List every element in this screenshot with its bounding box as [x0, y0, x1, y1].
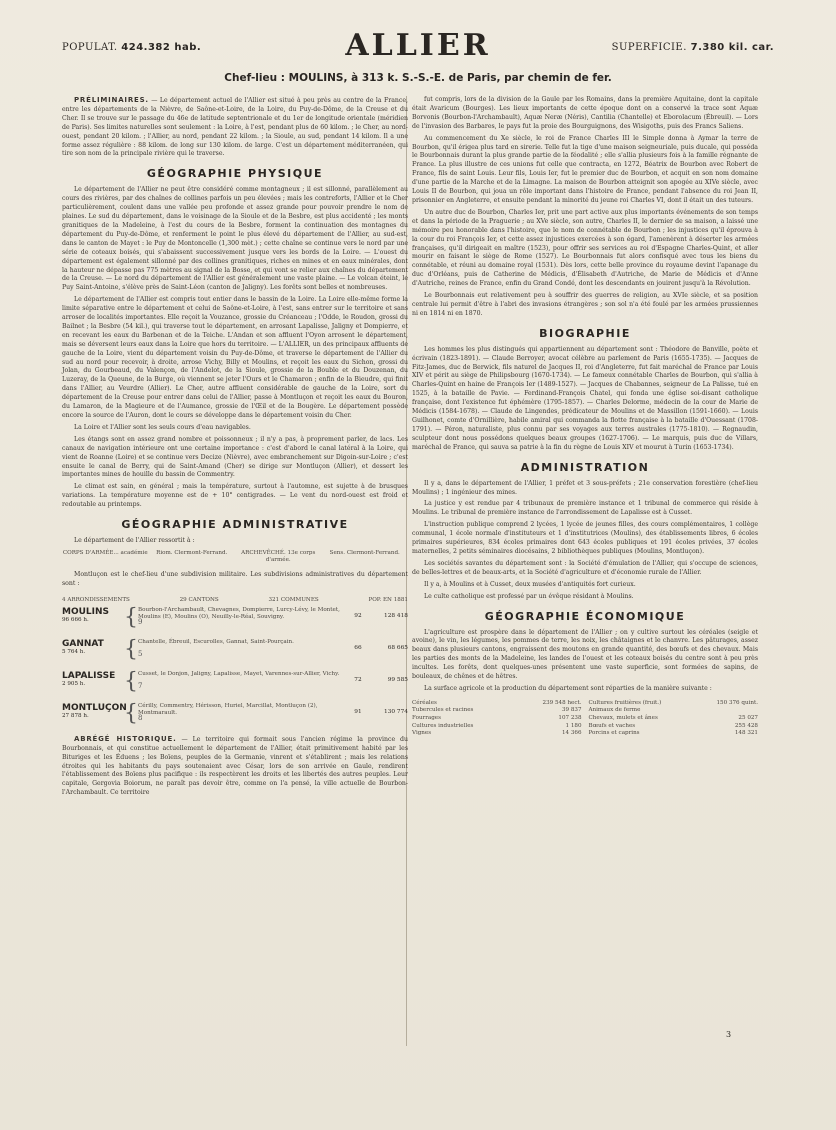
- stat-row: Cultures fruitières (fruit.) 150 376 quint.: [588, 699, 758, 706]
- geographie-physique-heading: GÉOGRAPHIE PHYSIQUE: [146, 167, 324, 181]
- cantons-list: Cérilly, Commentry, Hérisson, Huriel, Marcillat, Montluçon (2), Montmarault.: [138, 702, 318, 716]
- stat-row: Cultures industrielles 1 180: [412, 722, 582, 729]
- stat-row: Fourrages 107 238: [412, 715, 582, 722]
- cantons-list: Chantelle, Ébreuil, Escurolles, Gannat, Saint-Pourçain.: [138, 638, 294, 645]
- administration-heading: ADMINISTRATION: [520, 460, 650, 474]
- biographie-paragraph: Les hommes les plus distingués qui appartiennent au département sont : Théodore de Banville, poète et écrivain (1823-1891). — Claude Berroyer, avocat célèbre au parlement de Paris (1655-1735). — Jacques de Fitz-James, duc de Berwick, fils naturel de Jacques II, roi d'Angleterre, fut fait maréchal de France par Louis XIV et périt au siège de Philipsbourg (1670-1734). — Le fameux connétable Charles de Bourbon, qui s'allia à Charles-Quint en haine de François Ier (1489-1527). — Jacques de Chabannes, seigneur de La Palisse, tué en 1525, à la bataille de Pavie. — Ferdinand-François Chatel, qui fonda une église soi-disant catholique française, dont l'existence fut éphémère (1795-1857). — Charles Delorme, médecin de la cour de Marie de Médicis (1584-1678). — Claude de Lingendes, prédicateur de Moulins et de Massillon (1591-1660). — Louis Guilhonet, comte d'Ornillière, habile amiral qui commanda la flotte française à la bataille d'Ouessant (1708-1791). — Péron, naturaliste, plus connu par ses voyages aux terres australes (1775-1810). — Regnaudin, sculpteur dont nous possédons quelques beaux groupes (1627-1706). — Le marquis, puis duc de Villars, maréchal de France, qui sauva sa patrie à la fin du règne de Louis XIV et mourut à Turin (1653-1734).: [412, 345, 758, 451]
- arrondissement-row: [62, 604, 408, 633]
- administration-paragraph: Il y a, à Moulins et à Cusset, deux musées d'antiquités fort curieux.: [424, 580, 636, 588]
- historique-lead: ABRÉGÉ HISTORIQUE.: [74, 734, 177, 743]
- arrondissement-name: LAPALISSE 2 905 h.: [62, 671, 124, 688]
- historique-paragraph: fut compris, lors de la division de la Gaule par les Romains, dans la première Aquitaine, dont la capitale était Avaricum (Bourges). Les lieux importants de cette époque dont on a conservé la trace sont Aquæ Borvonis (Bourbon-l'Archambault), Aquæ Neræ (Néris), Cantilia (Chantelle) et Eborolacum (Ébreuil). — Lors de l'invasion des Barbares, le pays fut la proie des Bourguignons, des Wisigoths, puis des Francs Saliens.: [412, 96, 758, 130]
- page-title: ALLIER: [345, 28, 491, 63]
- arrondissement-row: [62, 668, 408, 697]
- dependencies-table: [62, 550, 408, 565]
- preliminaires-paragraph: [62, 96, 408, 159]
- subtitle: Chef-lieu : MOULINS, à 313 k. S.-S.-E. de Paris, par chemin de fer.: [224, 72, 612, 84]
- arrondissement-row: [62, 636, 408, 665]
- geo-phys-paragraph: Les étangs sont en assez grand nombre et poissonneux ; il n'y a pas, à proprement parler, de lacs. Les canaux de navigation intérieure ont une certaine importance : c'est d'abord le canal latéral à la Loire, qui vient de Roanne (Loire) et se continue vers Decize (Nièvre), avec embranchement sur Digoin-sur-Loire ; c'est ensuite le canal de Berry, qui de Saint-Amand (Cher) se dirige sur Montluçon (Allier), et dessert les importantes mines de houille du bassin de Commentry.: [62, 435, 408, 479]
- population-count: 99 585: [387, 676, 408, 683]
- arr-header-cell: POP. EN 1881: [368, 596, 408, 603]
- arrondissement-name: GANNAT 5 764 h.: [62, 639, 124, 656]
- administration-paragraph: Les sociétés savantes du département sont : la Société d'émulation de l'Allier, qui s'occupe de sciences, de belles-lettres et de beaux-arts, et la Société d'agriculture et d'économie rurale de l'Allier.: [412, 559, 758, 576]
- production-stats: [412, 700, 758, 738]
- arrondissement-pop: 27 878 h.: [62, 712, 89, 719]
- brace-count: {7: [124, 668, 143, 694]
- stat-row: Bœufs et vaches 255 428: [588, 722, 758, 729]
- administration-paragraph: Il y a, dans le département de l'Allier, 1 préfet et 3 sous-préfets ; 21e conservation forestière (chef-lieu Moulins) ; 1 ingénieur des mines.: [412, 479, 758, 496]
- historique-text: — Le territoire qui formait sous l'ancien régime la province du Bourbonnais, et qui constitue actuellement le département de l'Allier, était primitivement habité par les Bituriges et les Éduens ; les Boïens, peuples de la Germanie, vinrent et s'établirent ; mais les relations étroites qui les habitants du pays soutenaient avec César, lors de son arrivée en Gaule, rendirent l'établissement des Boïens plus pacifique : ils respectèrent les droits et les libertés des autres peuples. Leur capitale, Gergovia Boiorum, ne paraît pas devoir être, comme on l'a pensé, la ville actuelle de Bourbon-l'Archambault. Ce territoire: [62, 735, 408, 797]
- arr-header-cell: 321 COMMUNES: [268, 596, 319, 603]
- surface-value: 7.380 kil. car.: [690, 42, 774, 53]
- stat-row: Céréales 239 548 hect.: [412, 699, 582, 706]
- population-count: 128 418: [384, 612, 408, 619]
- administration-paragraph: La justice y est rendue par 4 tribunaux de première instance et 1 tribunal de commerce qui réside à Moulins. Le tribunal de première instance de l'arrondissement de Lapalisse est à Cusset.: [412, 500, 758, 517]
- geo-adm-paragraph: Montluçon est le chef-lieu d'une subdivision militaire. Les subdivisions administratives du département sont :: [62, 570, 408, 587]
- cantons-list: Bourbon-l'Archambault, Chevagnes, Dompierre, Lurcy-Lévy, le Montet, Moulins (E), Moulins (O), Neuilly-le-Réal, Souvigny.: [138, 606, 340, 620]
- dependency-cell: Riom. Clermont-Ferrand.: [156, 549, 228, 556]
- population-count: 130 774: [384, 708, 408, 715]
- left-column: [62, 96, 408, 801]
- population-label: POPULAT.: [62, 42, 118, 53]
- historique-paragraph: [62, 735, 408, 798]
- dependency-cell: ARCHEVÊCHÉ. 13e corps d'armée.: [241, 549, 316, 564]
- economique-paragraph: L'agriculture est prospère dans le département de l'Allier ; on y cultive surtout les céréales (seigle et avoine), le vin, les légumes, les pommes de terre, les noix, les châtaignes et le chanvre. Les pâturages, assez beaux dans plusieurs cantons, engraissent des moutons en grande quantité, des bœufs et des chevaux. Mais les parties des monts de la Madeleine, les landes de l'ouest et les coteaux boisés du centre sont à peu près incultes. Les forêts, dont quelques-unes présentent une vaste superficie, sont formées de sapins, de bouleaux, de chênes et de hêtres.: [412, 628, 758, 681]
- geo-adm-paragraph: Le département de l'Allier ressortit à :: [74, 537, 195, 545]
- preliminaires-text: — Le département actuel de l'Allier est situé à peu près au centre de la France, entre les départements de la Nièvre, de Saône-et-Loire, de la Loire, du Puy-de-Dôme, de la Creuse et du Cher. Il se trouve sur le passage du 46e de latitude septentrionale et du 1er de longitude orientale (méridien de Paris). Ses limites naturelles sont seulement : la Loire, à l'est, pendant plus de 60 kilom. ; le Cher, au nord-ouest, pendant 20 kilom. ; l'Allier, au nord, pendant 22 kilom. ; la Sioule, au sud, pendant 14 kilom. Il a une forme assez régulière : 88 kilom. de long sur 130 kilom. de large. C'est un département méditerranéen, qui tire son nom de la principale rivière qui le traverse.: [62, 97, 408, 158]
- brace-count: {8: [124, 700, 143, 726]
- stat-row: Tubercules et racines 39 837: [412, 707, 582, 714]
- administration-paragraph: L'instruction publique comprend 2 lycées, 1 lycée de jeunes filles, des cours complémentaires, 1 collège communal, 1 école normale d'instituteurs et 1 d'institutrices (Moulins), des établissements libres, 6 écoles primaires supérieures, 834 écoles primaires dont 643 écoles publiques et 191 écoles privées, 37 écoles maternelles, 2 petits séminaires diocésains, 2 bibliothèques publiques (Moulins, Montluçon).: [412, 521, 758, 555]
- cantons-list: Cusset, le Donjon, Jaligny, Lapalisse, Mayet, Varennes-sur-Allier, Vichy.: [138, 670, 340, 677]
- historique-paragraph: Au commencement du Xe siècle, le roi de France Charles III le Simple donna à Aymar la terre de Bourbon, qu'il érigea plus tard en sirerie. Telle fut la tige d'une maison seigneuriale, puis ducale, qui posséda le Bourbonnais durant la plus grande partie de la féodalité ; elle s'allia plusieurs fois à la famille régnante de France. La plus illustre de ces unions fut celle que contracta, en 1272, Béatrix de Bourbon avec Robert de France, fils de saint Louis. Leur fils, Louis Ier, fut le premier duc de Bourbon, et acquit en son nom domaine d'une partie de la Marche et de la Limagne. La maison de Bourbon atteignit son apogée au XIVe siècle, avec Louis II de Bourbon, qui joua un rôle important dans l'histoire de France, pendant l'absence du roi Jean II, prisonnier en Angleterre, et ensuite pendant la minorité du jeune roi Charles VI, dont il était un des tuteurs.: [412, 134, 758, 204]
- communes-count: 92: [354, 612, 362, 619]
- geo-phys-paragraph: Le climat est sain, en général ; mais la température, surtout à l'automne, est sujette à de brusques variations. La température moyenne est de + 10° centigrades. — Le vent du nord-ouest est froid et redoutable au printemps.: [62, 483, 408, 509]
- population-count: 68 665: [387, 644, 408, 651]
- communes-count: 66: [354, 644, 362, 651]
- communes-count: 72: [354, 676, 362, 683]
- dependency-cell: Sens. Clermont-Ferrand.: [329, 549, 400, 556]
- stat-row: Vignes 14 366: [412, 730, 582, 737]
- arr-header-cell: 4 ARRONDISSEMENTS: [62, 596, 130, 603]
- brace-count: {5: [124, 636, 143, 662]
- population-value: 424.382 hab.: [121, 42, 202, 53]
- geo-phys-paragraph: Le département de l'Allier est compris tout entier dans le bassin de la Loire. La Loire elle-même forme la limite séparative entre le département et celui de Saône-et-Loire, à l'est, sans entrer sur le territoire et sans arroser de localités importantes. Elle reçoit la Vouzance, grossie du Créanceau ; l'Odde, le Roudon, grossi du Bailnet ; la Besbre (54 kil.), qui traverse tout le département, en arrosant Lapalisse, Jaligny et Dompierre, et en recevant les eaux du Barbenan et de la Teiche. L'Andan et son affluent l'Oyon arrosent le département, mais se déversent leurs eaux dans la Loire que hors du territoire. — L'ALLIER, un des principaux affluents de gauche de la Loire, vient du département voisin du Puy-de-Dôme, et traverse le département de l'Allier du sud au nord pour recevoir, à droite, arrose Vichy, Billy et Moulins, et reçoit les eaux du Sichon, grossi du Jolan, du Gourbeaud, du Valençon, de l'Andelot, de la Sioule, grossie de la Bouble et du Douzenan, du Luzeray, de la Queune, de la Burge, où viennent se jeter l'Ours et le Chamaron ; enfin de la Bieudre, qui finit dans l'Allier, au Veurdre (Allier). Le Cher, autre affluent considérable de gauche de la Loire, sort du département de la Creuse pour entrer dans celui de l'Allier, passe à Montluçon et reçoit les eaux du Bouron, du Lamaron, de la Magieure et de l'Aumance, grossie de l'Œil et de la Bougère. Le département possède encore la source de l'Auron, dont le cours se développe dans le département voisin du Cher.: [62, 296, 408, 419]
- arrondissement-name: MOULINS 96 666 h.: [62, 607, 124, 624]
- surface-label: SUPERFICIE.: [611, 42, 687, 53]
- stats-left-column: [412, 700, 582, 738]
- administration-paragraph: Le culte catholique est professé par un évêque résidant à Moulins.: [424, 592, 634, 600]
- arrondissements-header: [62, 597, 408, 603]
- stat-row: Animaux de ferme: [588, 707, 641, 714]
- arrondissement-row: [62, 700, 408, 729]
- historique-paragraph: Un autre duc de Bourbon, Charles Ier, prit une part active aux plus importants événements de son temps et dans la période de la Praguerie ; au XVe siècle, son autre, Charles II, le dernier de sa maison, a laissé une mémoire peu honorable dans l'histoire, que le nom de connétable de Bourbon ; les injustices qu'il éprouva à la cour du roi François Ier, et cette assez injustices exercées à son égard, l'amenèrent à déserter les armées françaises, qu'il dirigeait en maître (1523), pour offrir ses services au roi d'Espagne Charles-Quint, et aller mourir en faisant le siège de Rome (1527). Le Bourbonnais fut alors confisqué avec tous les biens du connétable, et réuni au domaine royal (1531). Dès lors, cette belle province du royaume devint l'apanage du duc d'Orléans, puis de Catherine de Médicis, d'Élisabeth d'Autriche, de Marie de Médicis et d'Anne d'Autriche, reines de France, enfin du Grand Condé, dont les descendants en jouirent jusqu'à la Révolution.: [412, 208, 758, 288]
- preliminaires-lead: PRÉLIMINAIRES.: [74, 96, 149, 104]
- arr-header-cell: 29 CANTONS: [179, 596, 219, 603]
- economique-paragraph: La surface agricole et la production du département sont réparties de la manière suivante :: [424, 684, 712, 692]
- brace-count: {9: [124, 604, 143, 630]
- arrondissement-pop: 2 905 h.: [62, 680, 86, 687]
- geographie-administrative-heading: GÉOGRAPHIE ADMINISTRATIVE: [121, 518, 349, 532]
- stats-right-column: [588, 700, 758, 738]
- geo-phys-paragraph: Le département de l'Allier ne peut être considéré comme montagneux ; il est sillonné, parallèlement au cours des rivières, par des chaînes de collines parfois un peu élevées ; mais les contreforts, l'Allier et le Cher particulièrement, coulent dans une vallée peu profonde et assez grande pour pouvoir prendre le nom de plaines. Le sud du département, dans le voisinage de la Sioule et de la Besbre, est plus accidenté ; les monts granitiques de la Madeleine, à l'est du cours de la Besbre, forment la continuation des montagnes du département du Puy-de-Dôme, et renferment le point le plus élevé du département de l'Allier, au sud-est, dans le canton de Mayet : le Puy de Montoncelle (1,300 mèt.) ; cette chaîne se continue vers le nord par une série de coteaux boisés, qui s'abaissent successivement jusque vers les bords de la Loire. — L'ouest du département est également sillonné par des collines granitiques, riches en mines et en eaux minérales, dont la hauteur ne dépasse pas 775 mètres au signal de la Bosse, et qui vont se relier aux chaînes du département de la Creuse. — Le nord du département de l'Allier est généralement une vaste plaine. — Le volcan éteint, le Puy Saint-Antoine, s'élève près de Saint-Léon (canton de Jaligny). Les forêts sont belles et nombreuses.: [62, 186, 408, 292]
- page-number: 3: [726, 1030, 732, 1039]
- historique-paragraph: Le Bourbonnais eut relativement peu à souffrir des guerres de religion, au XVIe siècle, et sa position centrale lui permit d'être à l'abri des invasions étrangères ; son sol n'a été foulé par les armées prussiennes ni en 1814 ni en 1870.: [412, 292, 758, 317]
- geo-phys-paragraph: La Loire et l'Allier sont les seuls cours d'eau navigables.: [74, 423, 251, 431]
- biographie-heading: BIOGRAPHIE: [539, 326, 631, 340]
- stat-row: Porcins et caprins 148 321: [588, 730, 758, 737]
- stat-row: Chevaux, mulets et ânes 25 027: [588, 715, 758, 722]
- right-column: [412, 96, 758, 738]
- arrondissement-pop: 96 666 h.: [62, 616, 89, 623]
- surface: [612, 42, 774, 53]
- geographie-economique-heading: GÉOGRAPHIE ÉCONOMIQUE: [484, 609, 686, 623]
- dependency-cell: CORPS D'ARMÉE... académie: [62, 549, 148, 556]
- arrondissement-name: MONTLUÇON 27 878 h.: [62, 702, 127, 719]
- arrondissement-pop: 5 764 h.: [62, 648, 86, 655]
- communes-count: 91: [354, 708, 362, 715]
